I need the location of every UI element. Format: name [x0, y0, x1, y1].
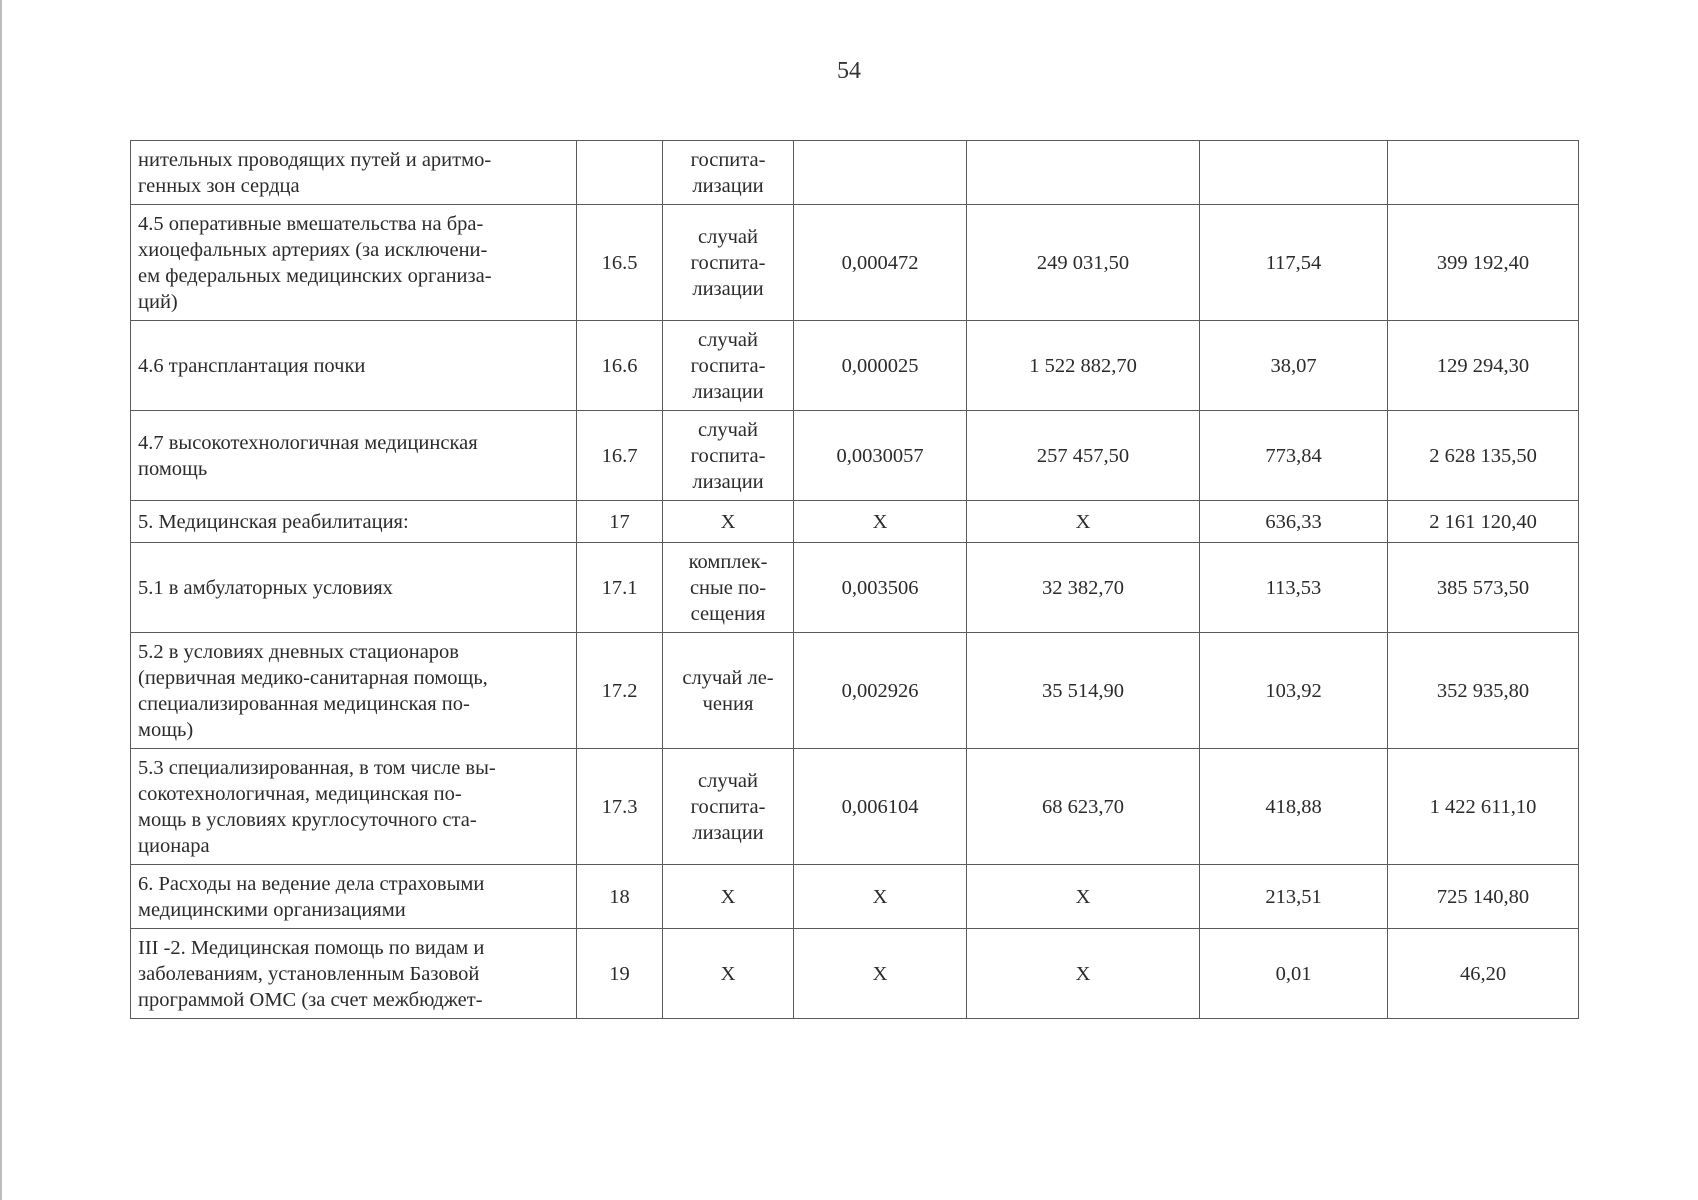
table-row [131, 543, 1579, 633]
row-norm-cell: 0,006104 [794, 749, 967, 865]
row-per-capita-cell: 213,51 [1200, 865, 1388, 929]
row-per-capita-cell: 38,07 [1200, 321, 1388, 411]
row-cost-cell: 68 623,70 [967, 749, 1200, 865]
table-row [131, 205, 1579, 321]
row-total-cell: 2 161 120,40 [1388, 501, 1579, 543]
row-name-cell: 4.7 высокотехнологичная медицинская помощь [131, 411, 577, 501]
row-unit-cell: случай госпита- лизации [663, 205, 794, 321]
row-name-cell: нительных проводящих путей и аритмо- генных зон сердца [131, 141, 577, 205]
row-per-capita-cell: 117,54 [1200, 205, 1388, 321]
row-cost-cell: 257 457,50 [967, 411, 1200, 501]
row-norm-cell: 0,002926 [794, 633, 967, 749]
row-unit-cell: случай ле- чения [663, 633, 794, 749]
row-norm-cell: 0,0030057 [794, 411, 967, 501]
row-per-capita-cell: 636,33 [1200, 501, 1388, 543]
table-row [131, 141, 1579, 205]
row-name-cell: III -2. Медицинская помощь по видам и заболеваниям, установленным Базовой программой ОМС (за счет межбюджет- [131, 929, 577, 1019]
row-per-capita-cell: 113,53 [1200, 543, 1388, 633]
row-norm-cell: X [794, 929, 967, 1019]
table-row [131, 411, 1579, 501]
table-row [131, 321, 1579, 411]
table-row [131, 633, 1579, 749]
row-code-cell: 19 [577, 929, 663, 1019]
row-norm-cell: 0,000472 [794, 205, 967, 321]
row-name-cell: 4.5 оперативные вмешательства на бра- хиоцефальных артериях (за исключени- ем федеральных медицинских организа- ций) [131, 205, 577, 321]
row-total-cell: 1 422 611,10 [1388, 749, 1579, 865]
row-code-cell: 16.5 [577, 205, 663, 321]
row-unit-cell: госпита- лизации [663, 141, 794, 205]
row-unit-cell: X [663, 865, 794, 929]
row-per-capita-cell: 773,84 [1200, 411, 1388, 501]
row-norm-cell: 0,000025 [794, 321, 967, 411]
table-row [131, 865, 1579, 929]
row-code-cell: 17 [577, 501, 663, 543]
row-code-cell: 18 [577, 865, 663, 929]
row-per-capita-cell: 0,01 [1200, 929, 1388, 1019]
row-cost-cell: 249 031,50 [967, 205, 1200, 321]
table-row [131, 501, 1579, 543]
row-name-cell: 6. Расходы на ведение дела страховыми медицинскими организациями [131, 865, 577, 929]
row-name-cell: 4.6 трансплантация почки [131, 321, 577, 411]
row-total-cell: 385 573,50 [1388, 543, 1579, 633]
row-total-cell: 46,20 [1388, 929, 1579, 1019]
row-cost-cell: 35 514,90 [967, 633, 1200, 749]
row-cost-cell: 32 382,70 [967, 543, 1200, 633]
row-cost-cell [967, 141, 1200, 205]
row-code-cell [577, 141, 663, 205]
row-per-capita-cell [1200, 141, 1388, 205]
row-cost-cell: X [967, 501, 1200, 543]
row-cost-cell: X [967, 929, 1200, 1019]
row-norm-cell: X [794, 865, 967, 929]
row-name-cell: 5.3 специализированная, в том числе вы- сокотехнологичная, медицинская по- мощь в условиях круглосуточного ста- ционара [131, 749, 577, 865]
row-name-cell: 5.1 в амбулаторных условиях [131, 543, 577, 633]
row-unit-cell: комплек- сные по- сещения [663, 543, 794, 633]
table-body [131, 141, 1579, 1019]
row-per-capita-cell: 103,92 [1200, 633, 1388, 749]
row-cost-cell: 1 522 882,70 [967, 321, 1200, 411]
row-norm-cell [794, 141, 967, 205]
row-code-cell: 17.3 [577, 749, 663, 865]
row-total-cell: 725 140,80 [1388, 865, 1579, 929]
row-total-cell: 129 294,30 [1388, 321, 1579, 411]
row-unit-cell: случай госпита- лизации [663, 749, 794, 865]
row-code-cell: 16.7 [577, 411, 663, 501]
row-code-cell: 17.2 [577, 633, 663, 749]
row-norm-cell: 0,003506 [794, 543, 967, 633]
row-unit-cell: случай госпита- лизации [663, 411, 794, 501]
row-code-cell: 16.6 [577, 321, 663, 411]
expenditure-table [130, 140, 1579, 1019]
row-total-cell: 399 192,40 [1388, 205, 1579, 321]
row-name-cell: 5. Медицинская реабилитация: [131, 501, 577, 543]
row-per-capita-cell: 418,88 [1200, 749, 1388, 865]
row-total-cell: 2 628 135,50 [1388, 411, 1579, 501]
row-unit-cell: случай госпита- лизации [663, 321, 794, 411]
page-number: 54 [837, 58, 861, 84]
row-unit-cell: X [663, 501, 794, 543]
row-total-cell: 352 935,80 [1388, 633, 1579, 749]
row-unit-cell: X [663, 929, 794, 1019]
row-norm-cell: X [794, 501, 967, 543]
row-name-cell: 5.2 в условиях дневных стационаров (первичная медико-санитарная помощь, специализированная медицинская по- мощь) [131, 633, 577, 749]
page-edge [0, 0, 2, 1200]
row-cost-cell: X [967, 865, 1200, 929]
row-code-cell: 17.1 [577, 543, 663, 633]
table-row [131, 929, 1579, 1019]
row-total-cell [1388, 141, 1579, 205]
table-row [131, 749, 1579, 865]
